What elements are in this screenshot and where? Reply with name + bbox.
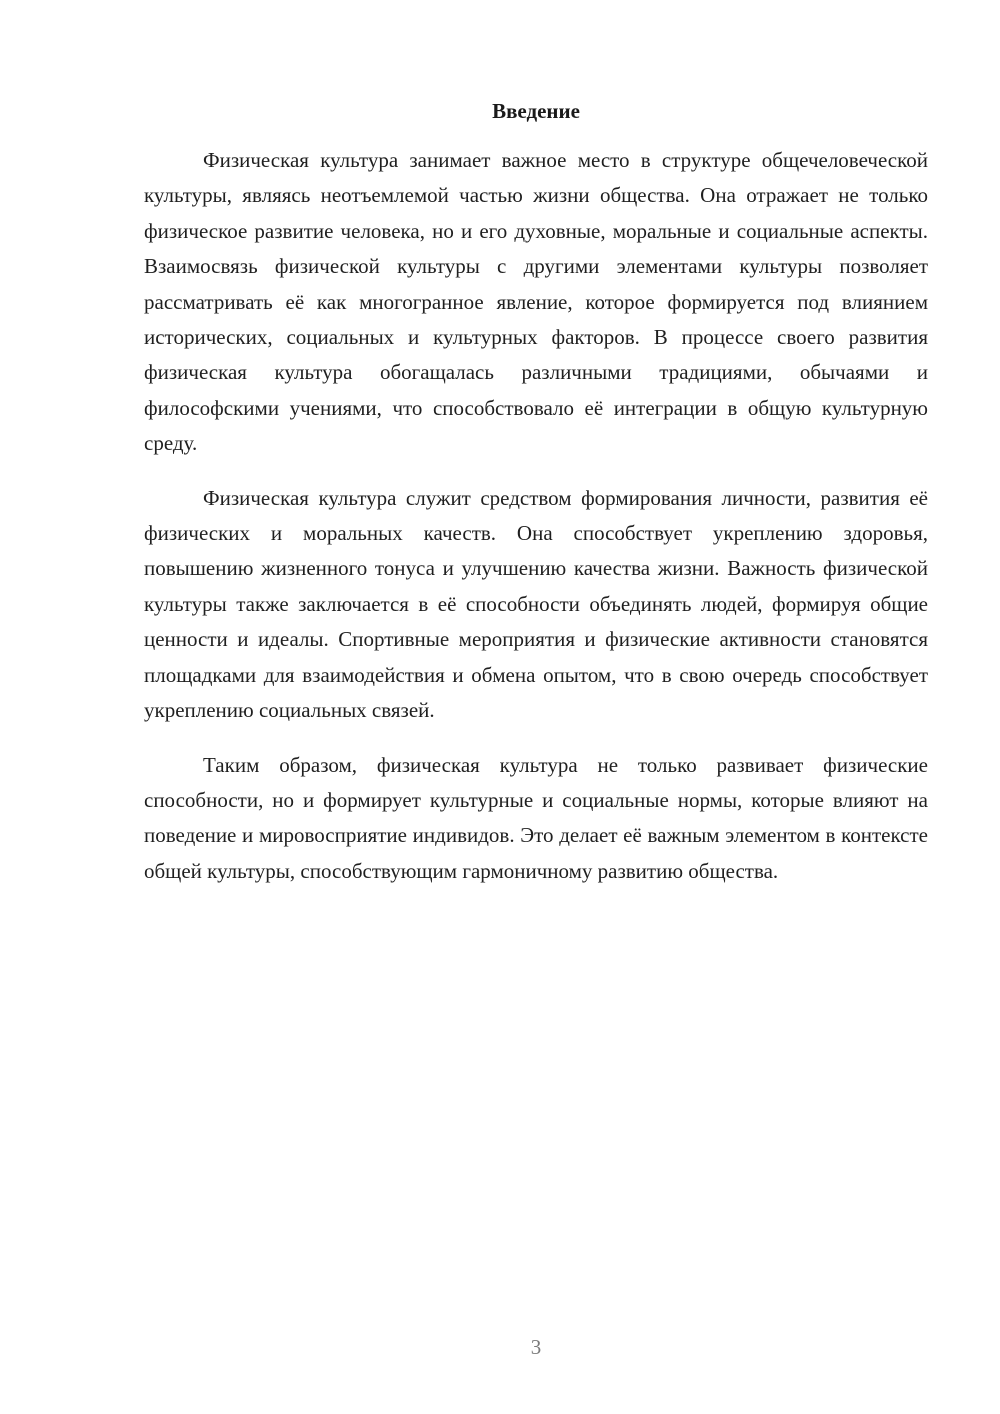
page-title: Введение [492,99,580,123]
page-number: 3 [530,1335,542,1359]
body-text [144,143,928,889]
paragraph-2: Физическая культура служит средством формирования личности, развития её физических и моральных качеств. Она способствует укреплению здоровья, повышению жизненного тонуса и улучшению качества жизни. Важность физической культуры также заключается в её способности объединять людей, формируя общие ценности и идеалы. Спортивные мероприятия и физические активности становятся площадками для взаимодействия и обмена опытом, что в свою очередь способствует укреплению социальных связей. [144,485,928,723]
paragraph-1: Физическая культура занимает важное место в структуре общечеловеческой культуры, являясь неотъемлемой частью жизни общества. Она отражает не только физическое развитие человека, но и его духовные, моральные и социальные аспекты. Взаимосвязь физической культуры с другими элементами культуры позволяет рассматривать её как многогранное явление, которое формируется под влиянием исторических, социальных и культурных факторов. В процессе своего развития физическая культура обогащалась различными традициями, обычаями и философскими учениями, что способствовало её интеграции в общую культурную среду. [144,148,928,456]
paragraph-3: Таким образом, физическая культура не только развивает физические способности, но и формирует культурные и социальные нормы, которые влияют на поведение и мировосприятие индивидов. Это делает её важным элементом в контексте общей культуры, способствующим гармоничному развитию общества. [144,752,928,883]
